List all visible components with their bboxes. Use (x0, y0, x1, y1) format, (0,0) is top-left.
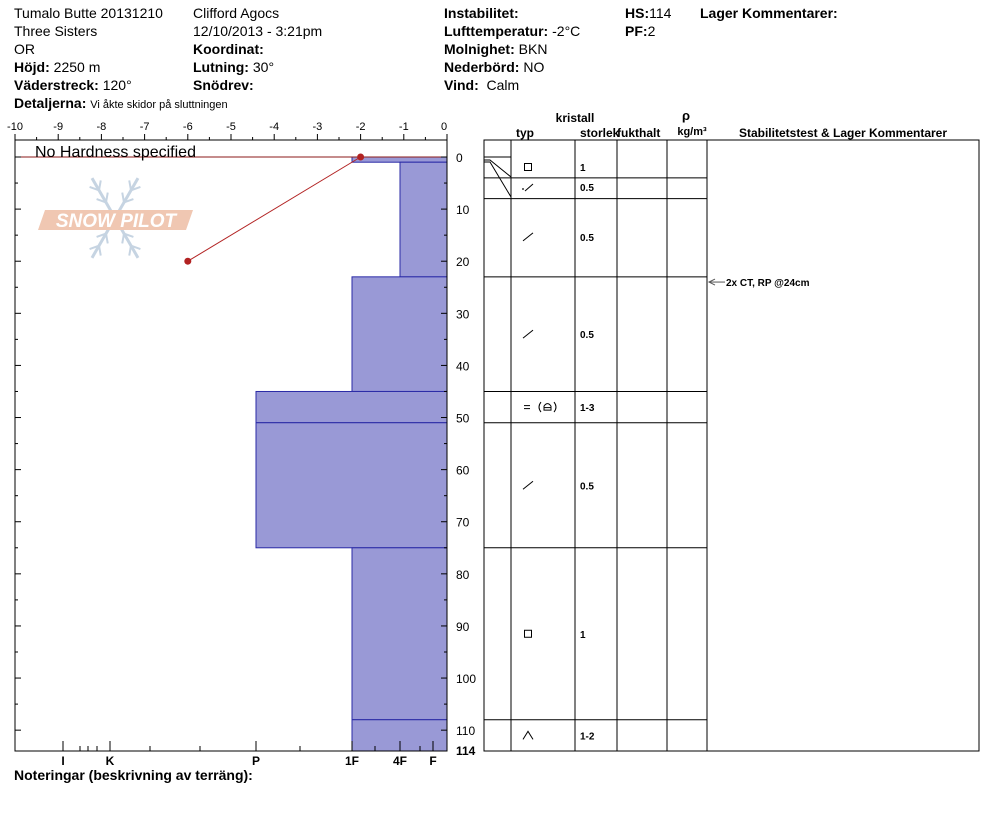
header-size: storlek (580, 126, 620, 140)
depth-tick-label: 80 (456, 567, 470, 582)
hardness-bars (256, 157, 447, 751)
grain-symbol-eq-cup (524, 402, 556, 412)
temp-tick-label: -10 (7, 121, 23, 133)
hardness-tick-label: K (105, 754, 115, 768)
snowflake-branch (122, 234, 124, 244)
grain-dot-icon (522, 188, 524, 190)
grain-square-icon (525, 164, 532, 171)
temp-tick-label: -1 (398, 121, 409, 133)
grain-size-label: 0.5 (580, 183, 594, 194)
layer-fan-line (484, 162, 511, 197)
grain-size-label: 1-3 (580, 403, 595, 415)
stability-test-marker (709, 278, 810, 289)
snowflake-branch (129, 180, 131, 190)
header-moisture: fukthalt (617, 126, 661, 140)
aspect-value: 120° (102, 77, 132, 93)
depth-tick-label: 100 (456, 672, 477, 687)
precipitation-label: Nederbörd: (444, 59, 520, 75)
grain-paren-icon (554, 402, 556, 412)
slope-value: 30° (252, 59, 275, 75)
snowflake-branch (129, 246, 131, 256)
grain-caret-icon (523, 731, 533, 739)
elevation-value: 2250 m (53, 59, 101, 75)
snow-height-value: 114 (649, 5, 672, 21)
depth-tick-label: 110 (456, 724, 476, 739)
depth-tick-label: 50 (456, 411, 470, 426)
depth-tick-label: 90 (456, 619, 470, 634)
hardness-layer-bar (256, 423, 447, 548)
depth-tick-label: 0 (456, 151, 463, 165)
sky-cover-label: Molnighet: (444, 41, 515, 57)
temperature-point (357, 154, 364, 161)
foot-penetration-label: PF: (625, 23, 648, 39)
temp-tick-label: -2 (355, 121, 366, 133)
temperature-axis (7, 121, 447, 140)
hardness-tick-label: I (61, 754, 65, 768)
snowflake-branch (106, 193, 108, 203)
grain-symbol-slash-dot (522, 184, 533, 191)
grain-size-label: 1 (580, 163, 586, 174)
grain-paren-icon (539, 402, 541, 412)
hardness-layer-bar (256, 391, 447, 422)
grain-slash-icon (523, 481, 533, 489)
table-frame (484, 140, 979, 751)
grain-symbol-slash (523, 481, 533, 489)
slope-label: Lutning: (193, 59, 249, 75)
sky-cover-value: BKN (518, 41, 548, 57)
hardness-tick-label: F (429, 754, 437, 768)
depth-tick-label: 40 (456, 359, 470, 374)
temperature-segment (188, 157, 361, 261)
temp-tick-label: 0 (440, 121, 448, 133)
depth-tick-label: 10 (456, 203, 470, 218)
depth-tick-label: 30 (456, 307, 470, 322)
grain-symbol-caret (523, 731, 533, 739)
depth-tick-label: 20 (456, 255, 470, 270)
elevation-label: Höjd: (14, 59, 50, 75)
temp-tick-label: -6 (182, 121, 193, 133)
grain-cup-icon (544, 404, 551, 411)
hardness-layer-bar (352, 157, 447, 162)
grain-square-icon (525, 630, 532, 637)
grain-size-label: 0.5 (580, 481, 594, 493)
details-label: Detaljerna: (14, 95, 87, 111)
hardness-tick-label: 1F (344, 754, 360, 768)
grain-slash-icon (523, 233, 533, 241)
wind-label: Vind: (444, 77, 479, 93)
location-name: Tumalo Butte 20131210 (14, 5, 163, 21)
hardness-layer-bar (352, 548, 447, 720)
drift-label: Snödrev: (193, 77, 254, 93)
grain-symbol-square (525, 630, 532, 637)
instability-label: Instabilitet: (444, 5, 519, 21)
grain-symbol-slash (523, 233, 533, 241)
temp-tick-label: -8 (96, 121, 107, 133)
hardness-tick-label: 4F (392, 754, 408, 768)
grain-size-label: 0.5 (580, 232, 594, 244)
header-density-unit: kg/m³ (677, 126, 707, 138)
header-stability: Stabilitetstest & Lager Kommentarer (738, 126, 948, 140)
precipitation-value: NO (523, 59, 545, 75)
grain-size-label: 0.5 (580, 330, 594, 342)
air-temperature-label: Lufttemperatur: (444, 23, 549, 39)
snowpilot-logo (38, 178, 193, 258)
header-crystal: kristall (555, 111, 595, 125)
temperature-profile (184, 154, 364, 265)
temp-tick-label: -3 (312, 121, 323, 133)
no-hardness-note: No Hardness specified (35, 144, 196, 161)
hardness-tick-label: P (251, 754, 261, 768)
wind-value: Calm (486, 77, 520, 93)
stability-test-label: 2x CT, RP @24cm (726, 278, 810, 290)
hardness-layer-bar (352, 277, 447, 392)
snowflake-branch (122, 193, 124, 203)
layer-comments-title-text: Lager Kommentarer: (700, 5, 838, 21)
aspect-label: Väderstreck: (14, 77, 99, 93)
snow-height-label: HS: (625, 5, 650, 21)
depth-total-label: 114 (456, 744, 476, 758)
foot-penetration-value: 2 (647, 23, 656, 39)
snowflake-branch (99, 180, 101, 190)
temperature-point (184, 258, 191, 265)
temp-tick-label: -7 (139, 121, 150, 133)
grain-size-label: 1-2 (580, 731, 595, 743)
hardness-layer-bar (400, 162, 447, 277)
grain-slash-icon (523, 330, 533, 338)
temp-tick-label: -5 (226, 121, 236, 133)
air-temperature-value: -2°C (552, 23, 581, 39)
coordinate-label: Koordinat: (193, 41, 264, 57)
details-value: Vi åkte skidor på sluttningen (90, 99, 228, 111)
snowflake-branch (106, 234, 108, 244)
header-rho: ρ (681, 108, 691, 123)
observation-datetime: 12/10/2013 - 3:21pm (193, 23, 323, 39)
observer-name: Clifford Agocs (193, 5, 280, 21)
snowflake-branch (99, 246, 101, 256)
range-name: Three Sisters (14, 23, 98, 39)
grain-symbol-slash (523, 330, 533, 338)
terrain-notes-label: Noteringar (beskrivning av terräng): (14, 767, 253, 783)
layer-table (484, 108, 979, 751)
grain-slash-icon (525, 184, 533, 191)
header-type: typ (516, 126, 534, 140)
grain-symbol-square (525, 164, 532, 171)
state-name: OR (14, 41, 35, 57)
logo-text: SNOW PILOT (55, 211, 177, 232)
temp-tick-label: -9 (53, 121, 64, 133)
depth-tick-label: 70 (456, 515, 470, 530)
grain-size-label: 1 (580, 629, 586, 641)
depth-tick-label: 60 (456, 463, 470, 478)
temp-tick-label: -4 (269, 121, 280, 133)
